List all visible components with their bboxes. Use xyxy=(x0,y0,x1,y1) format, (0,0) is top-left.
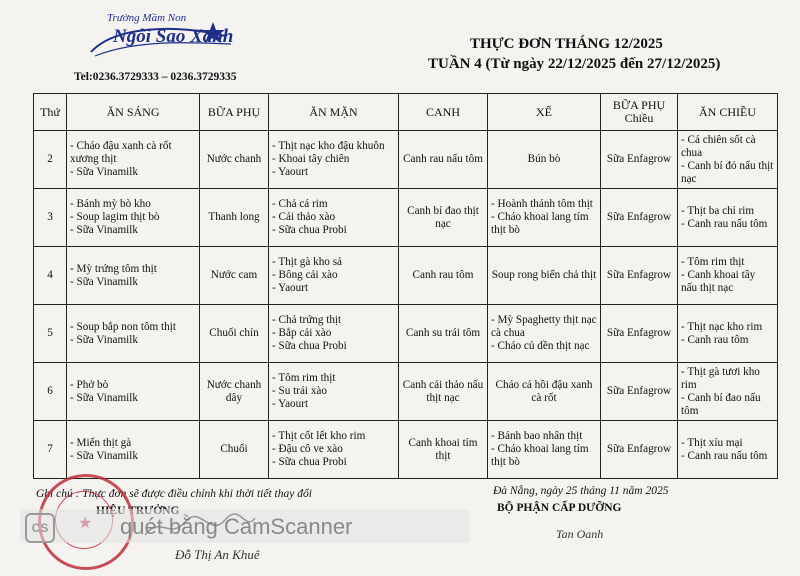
menu-item: - Phở bò xyxy=(70,378,109,391)
menu-item: - Soup lagim thịt bò xyxy=(70,211,160,223)
menu-item: - Sữa Vinamilk xyxy=(70,224,138,236)
soup-cell: Canh cải thảo nấu thịt nạc xyxy=(399,363,488,421)
menu-item: - Thịt nạc kho rim xyxy=(681,320,763,333)
dinner-cell xyxy=(678,421,778,479)
main-dish-cell xyxy=(269,131,399,189)
dinner-cell xyxy=(678,305,778,363)
day-cell: 2 xyxy=(34,131,67,189)
menu-item: - Thịt gà kho sả xyxy=(272,256,343,268)
principal-name: Đỗ Thị An Khuê xyxy=(175,547,260,562)
menu-item: Cháo cá hồi đậu xanh cà rốt xyxy=(495,378,593,404)
menu-item: - Yaourt xyxy=(272,282,309,294)
snack-cell: Chuối chín xyxy=(200,305,269,363)
menu-item: Bún bò xyxy=(527,153,561,165)
afternoon-cell xyxy=(488,247,601,305)
breakfast-cell xyxy=(67,131,200,189)
main-dish-cell xyxy=(269,305,399,363)
afternoon-snack-cell: Sữa Enfagrow xyxy=(601,247,678,305)
contact-phone: Tel:0236.3729333 – 0236.3729335 xyxy=(74,71,237,83)
day-cell: 5 xyxy=(34,305,67,363)
table-row xyxy=(34,189,778,247)
table-row xyxy=(34,363,778,421)
soup-cell: Canh bí đao thịt nạc xyxy=(399,189,488,247)
menu-item: - Mỳ trứng tôm thịt xyxy=(70,262,157,275)
menu-item: - Cháo đậu xanh cà rốt xương thịt xyxy=(70,140,172,165)
afternoon-snack-cell: Sữa Enfagrow xyxy=(601,131,678,189)
column-header: BỮA PHỤ xyxy=(200,94,269,131)
menu-item: - Sữa Vinamilk xyxy=(70,166,138,178)
menu-item: - Cháo củ dền thịt nạc xyxy=(491,340,590,352)
menu-item: - Su trái xào xyxy=(272,385,327,397)
kitchen-department-title: BỘ PHẬN CẤP DƯỠNG xyxy=(497,502,622,514)
day-cell: 3 xyxy=(34,189,67,247)
column-header: ĂN CHIỀU xyxy=(678,94,778,131)
menu-item: - Canh bí đao nấu tôm xyxy=(681,391,761,417)
camscanner-watermark xyxy=(20,509,470,543)
date-place: Đà Nẵng, ngày 25 tháng 11 năm 2025 xyxy=(493,485,669,497)
menu-item: - Hoành thánh tôm thịt xyxy=(491,198,593,210)
menu-item: - Yaourt xyxy=(272,398,309,410)
day-cell: 4 xyxy=(34,247,67,305)
snack-cell: Nước chanh dây xyxy=(200,363,269,421)
soup-cell: Canh rau tôm xyxy=(399,247,488,305)
snack-cell: Chuối xyxy=(200,421,269,479)
table-row xyxy=(34,131,778,189)
footer-note: Ghi chú : Thực đơn sẽ được điều chỉnh khi thời tiết thay đổi xyxy=(36,488,312,500)
main-dish-cell xyxy=(269,421,399,479)
afternoon-cell xyxy=(488,305,601,363)
main-dish-cell xyxy=(269,189,399,247)
menu-item: Soup rong biển chả thịt xyxy=(491,269,597,281)
menu-item: - Yaourt xyxy=(272,166,309,178)
snack-cell: Nước chanh xyxy=(200,131,269,189)
menu-item: - Bông cải xào xyxy=(272,269,338,281)
column-header: BỮA PHỤ Chiều xyxy=(601,94,678,131)
breakfast-cell xyxy=(67,363,200,421)
camscanner-logo-icon: CS xyxy=(25,513,55,543)
breakfast-cell xyxy=(67,421,200,479)
table-header-row xyxy=(34,94,778,131)
day-cell: 6 xyxy=(34,363,67,421)
menu-item: - Chả trứng thịt xyxy=(272,314,342,326)
table-body xyxy=(34,131,778,479)
table-row xyxy=(34,305,778,363)
menu-item: - Cháo khoai lang tím thịt bò xyxy=(491,443,589,468)
table-row xyxy=(34,421,778,479)
menu-item: - Canh bí đỏ nấu thịt nạc xyxy=(681,159,774,185)
menu-item: - Canh khoai tây nấu thịt nạc xyxy=(681,269,756,294)
afternoon-snack-cell: Sữa Enfagrow xyxy=(601,305,678,363)
soup-cell: Canh rau nấu tôm xyxy=(399,131,488,189)
column-header: CANH xyxy=(399,94,488,131)
day-cell: 7 xyxy=(34,421,67,479)
menu-item: - Cá chiên sốt cà chua xyxy=(681,133,756,159)
afternoon-cell xyxy=(488,189,601,247)
table-row xyxy=(34,247,778,305)
dinner-cell xyxy=(678,189,778,247)
breakfast-cell xyxy=(67,189,200,247)
dinner-cell xyxy=(678,363,778,421)
snack-cell: Thanh long xyxy=(200,189,269,247)
menu-item: - Sữa Vinamilk xyxy=(70,333,138,346)
menu-item: - Sữa Vinamilk xyxy=(70,391,138,404)
camscanner-text: quét bằng CamScanner xyxy=(120,514,353,539)
menu-item: - Sữa chua Probi xyxy=(272,340,347,352)
menu-item: - Tôm rim thịt xyxy=(272,372,336,384)
menu-item: - Canh rau nấu tôm xyxy=(681,449,768,462)
menu-item: - Miến thịt gà xyxy=(70,436,132,449)
snack-cell: Nước cam xyxy=(200,247,269,305)
afternoon-snack-cell: Sữa Enfagrow xyxy=(601,421,678,479)
menu-item: - Thịt xíu mại xyxy=(681,436,743,449)
menu-item: - Sữa Vinamilk xyxy=(70,449,138,462)
menu-item: - Khoai tây chiên xyxy=(272,153,350,165)
menu-item: - Bánh mỳ bò kho xyxy=(70,198,151,210)
logo-school-name: Ngôi Sao Xanh xyxy=(113,26,234,47)
soup-cell: Canh su trái tôm xyxy=(399,305,488,363)
menu-item: - Tôm rim thịt xyxy=(681,256,745,268)
afternoon-cell xyxy=(488,363,601,421)
kitchen-signature: Tan Oanh xyxy=(556,527,604,541)
afternoon-cell xyxy=(488,131,601,189)
column-header: XẾ xyxy=(488,94,601,131)
main-dish-cell xyxy=(269,363,399,421)
dinner-cell xyxy=(678,131,778,189)
page-subtitle: TUẦN 4 (Từ ngày 22/12/2025 đến 27/12/2025) xyxy=(428,56,721,72)
menu-item: - Sữa Vinamilk xyxy=(70,275,138,288)
afternoon-snack-cell: Sữa Enfagrow xyxy=(601,189,678,247)
school-logo xyxy=(85,14,235,62)
menu-item: - Đậu cô ve xào xyxy=(272,443,343,455)
menu-item: - Bắp cải xào xyxy=(272,327,332,339)
menu-item: - Bánh bao nhân thịt xyxy=(491,430,583,442)
column-header: Thứ xyxy=(34,94,67,131)
menu-item: - Soup bắp non tôm thịt xyxy=(70,320,176,333)
menu-item: - Thịt nạc kho đậu khuôn xyxy=(272,140,385,152)
menu-item: - Chả cá rim xyxy=(272,198,328,210)
soup-cell: Canh khoai tím thịt xyxy=(399,421,488,479)
column-header: ĂN MẶN xyxy=(269,94,399,131)
menu-item: - Canh rau nấu tôm xyxy=(681,217,768,230)
menu-item: - Cháo khoai lang tím thịt bò xyxy=(491,211,589,236)
menu-item: - Thịt ba chỉ rim xyxy=(681,204,755,217)
main-dish-cell xyxy=(269,247,399,305)
page-title: THỰC ĐƠN THÁNG 12/2025 xyxy=(470,36,663,52)
afternoon-snack-cell: Sữa Enfagrow xyxy=(601,363,678,421)
menu-item: - Sữa chua Probi xyxy=(272,456,347,468)
dinner-cell xyxy=(678,247,778,305)
menu-item: - Mỳ Spaghetty thịt nạc cà chua xyxy=(491,314,597,339)
menu-item: - Cải thảo xào xyxy=(272,211,336,223)
afternoon-cell xyxy=(488,421,601,479)
menu-item: - Thịt cốt lết kho rim xyxy=(272,430,366,442)
menu-item: - Canh rau tôm xyxy=(681,333,749,346)
column-header: ĂN SÁNG xyxy=(67,94,200,131)
weekly-menu-table xyxy=(33,93,778,479)
menu-item: - Thịt gà tươi kho rim xyxy=(681,365,760,391)
breakfast-cell xyxy=(67,247,200,305)
menu-item: - Sữa chua Probi xyxy=(272,224,347,236)
logo-school-type: Trường Mầm Non xyxy=(107,12,187,24)
breakfast-cell xyxy=(67,305,200,363)
